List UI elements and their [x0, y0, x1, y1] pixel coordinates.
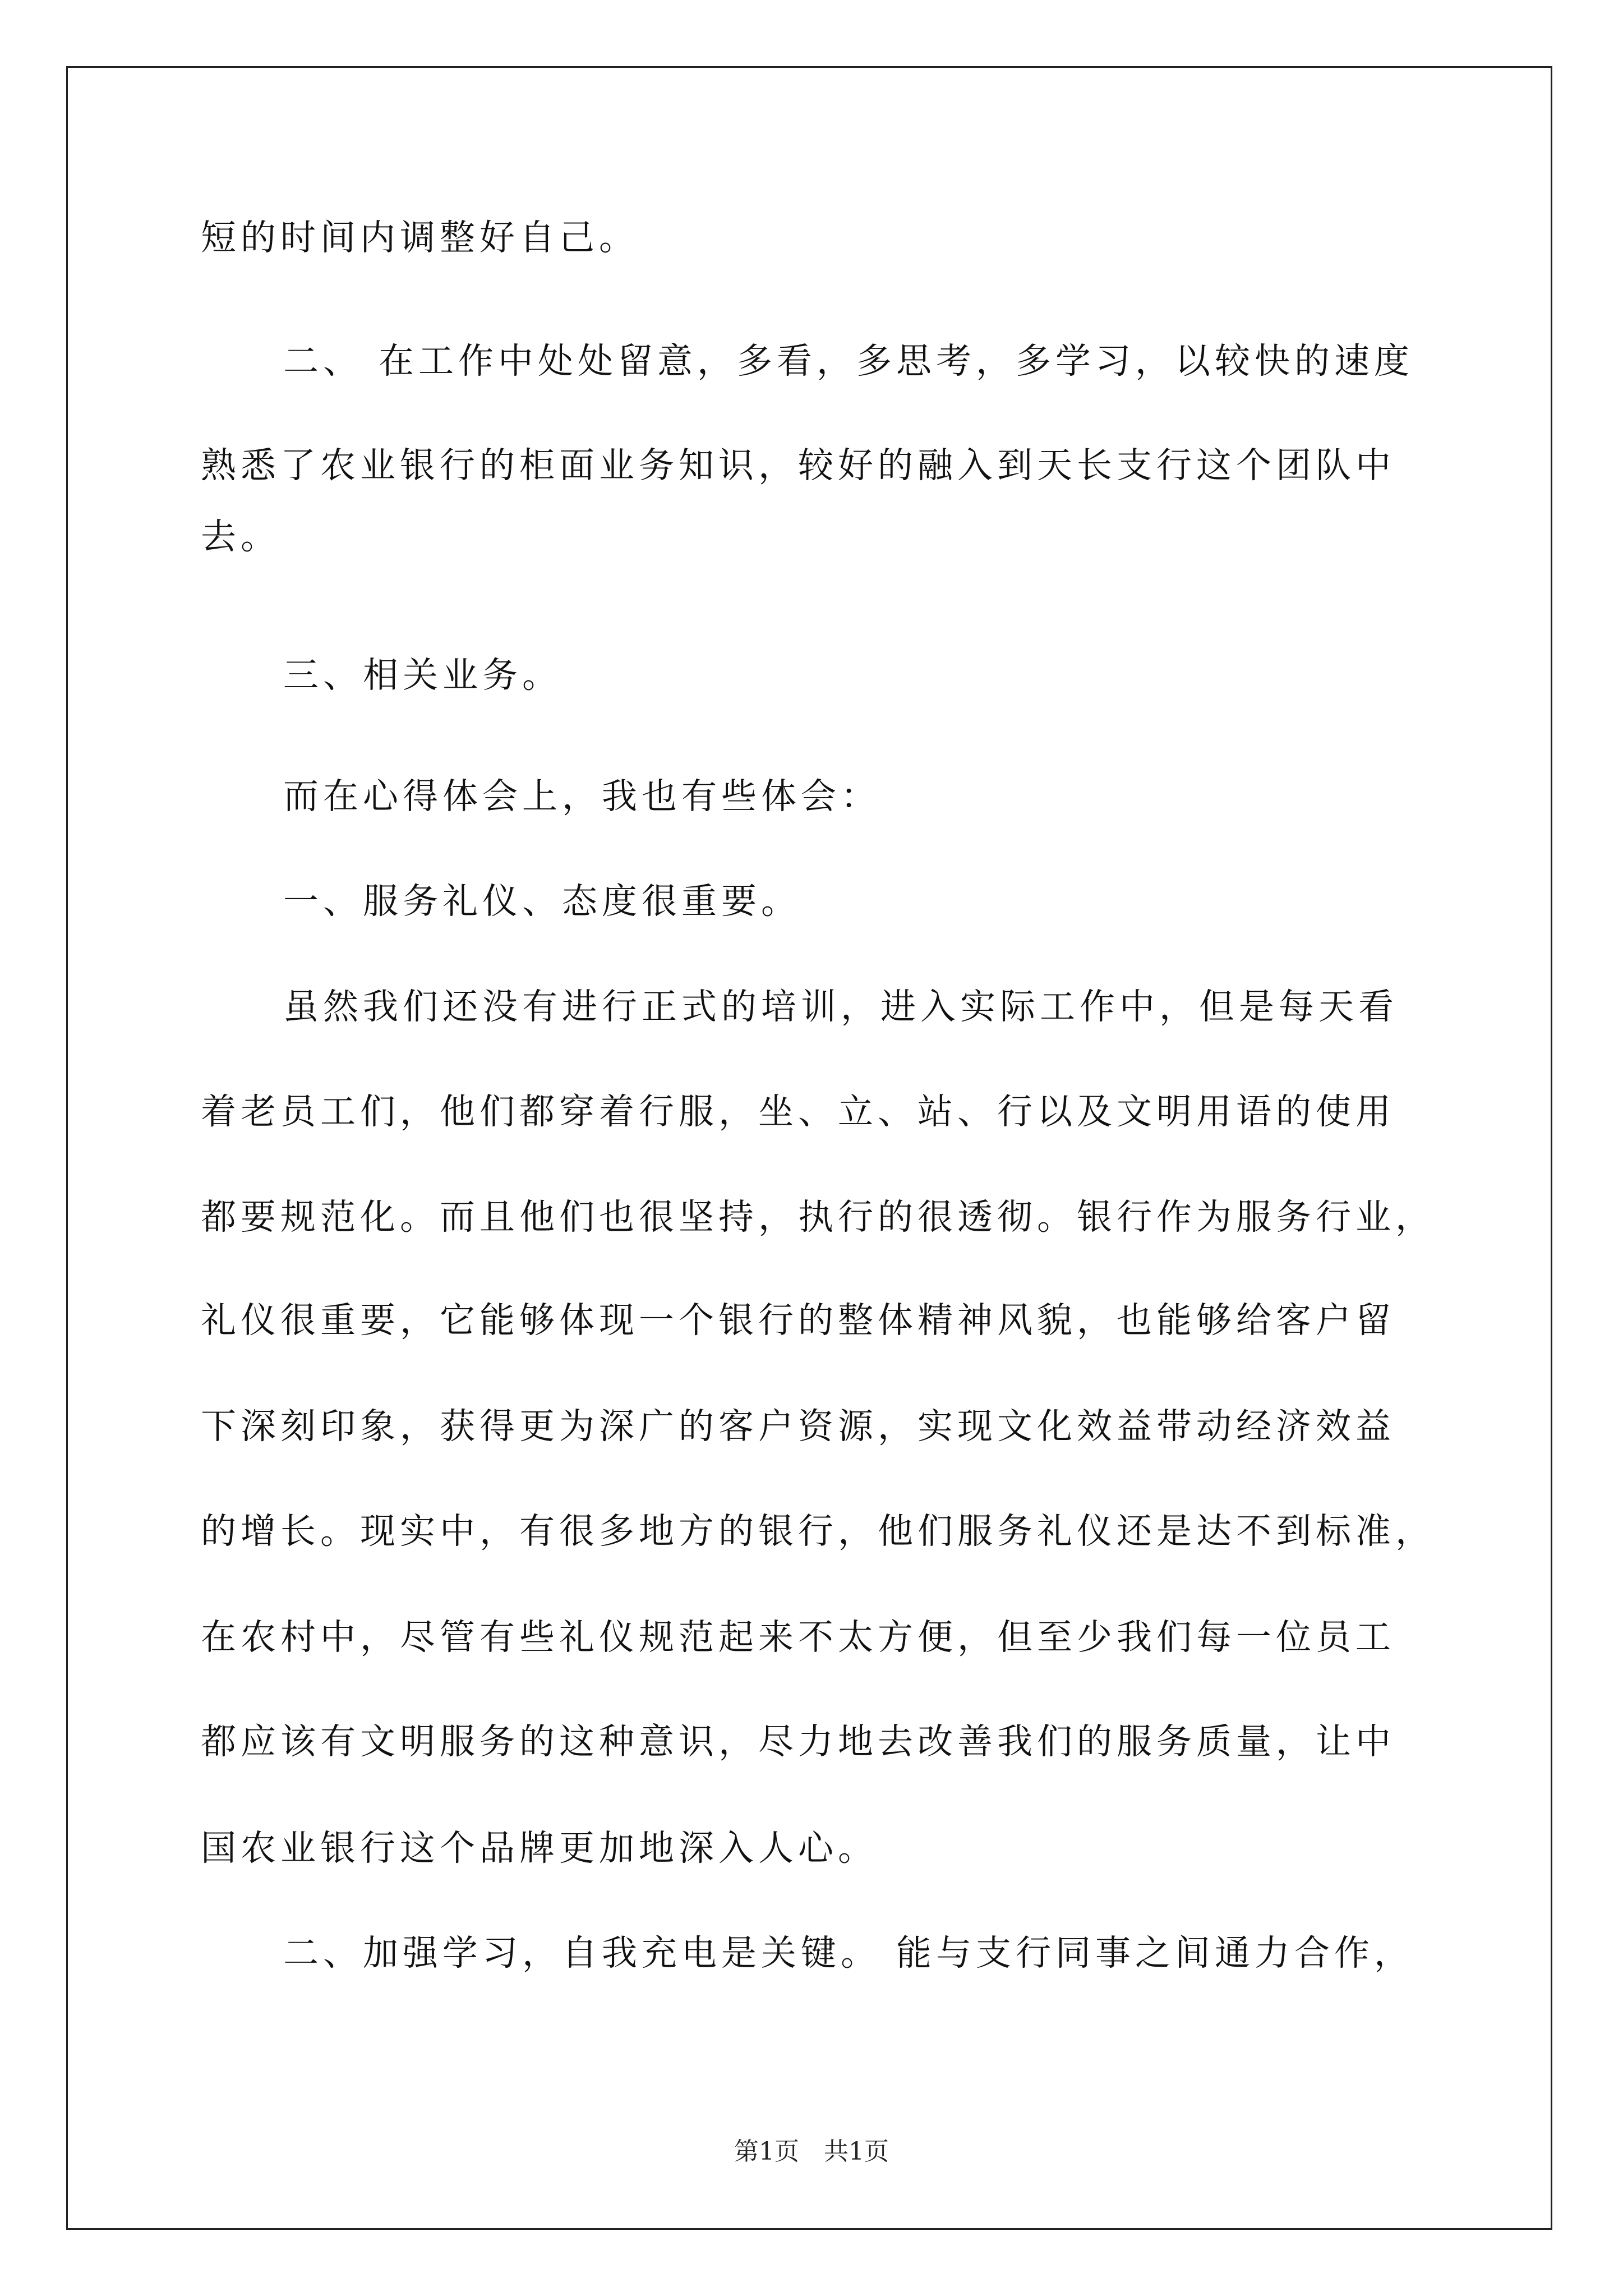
- body-line-12: 下深刻印象，获得更为深广的客户资源，实现文化效益带动经济效益: [201, 1406, 1395, 1447]
- body-line-14: 在农村中，尽管有些礼仪规范起来不太方便，但至少我们每一位员工: [201, 1617, 1395, 1658]
- body-line-4: 去。: [201, 516, 280, 557]
- body-line-5: 三、相关业务。: [283, 655, 562, 696]
- body-line-8: 虽然我们还没有进行正式的培训，进入实际工作中，但是每天看: [283, 986, 1398, 1027]
- body-line-9: 着老员工们，他们都穿着行服，坐、立、站、行以及文明用语的使用: [201, 1091, 1395, 1132]
- body-line-11: 礼仪很重要，它能够体现一个银行的整体精神风貌，也能够给客户留: [201, 1300, 1395, 1341]
- page-border: [66, 66, 1552, 2230]
- body-line-3: 熟悉了农业银行的柜面业务知识，较好的融入到天长支行这个团队中: [201, 445, 1395, 486]
- body-line-10: 都要规范化。而且他们也很坚持，执行的很透彻。银行作为服务行业，: [201, 1197, 1435, 1237]
- body-line-7: 一、服务礼仪、态度很重要。: [283, 881, 801, 922]
- body-line-2: 二、 在工作中处处留意，多看，多思考，多学习，以较快的速度: [283, 341, 1414, 381]
- body-line-17: 二、加强学习，自我充电是关键。 能与支行同事之间通力合作，: [283, 1932, 1414, 1973]
- body-line-13: 的增长。现实中，有很多地方的银行，他们服务礼仪还是达不到标准，: [201, 1511, 1435, 1552]
- body-line-15: 都应该有文明服务的这种意识，尽力地去改善我们的服务质量，让中: [201, 1721, 1395, 1762]
- body-line-6: 而在心得体会上，我也有些体会：: [283, 776, 880, 817]
- body-line-1: 短的时间内调整好自己。: [201, 217, 639, 258]
- page-number-footer: 第1页 共1页: [734, 2137, 889, 2166]
- body-line-16: 国农业银行这个品牌更加地深入人心。: [201, 1828, 878, 1869]
